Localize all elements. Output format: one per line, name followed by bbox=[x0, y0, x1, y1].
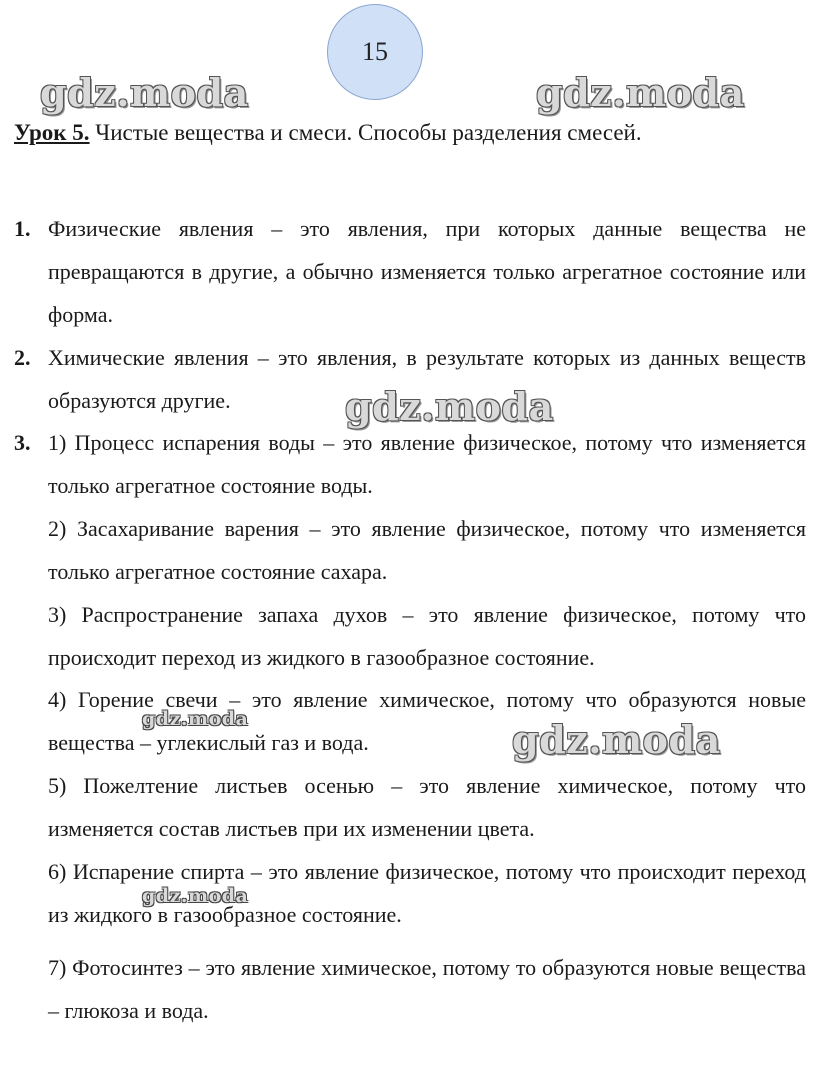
watermark: gdz.moda bbox=[536, 70, 745, 115]
sub-answer-4: 4) Горение свечи – это явление химическое, потому что образуются новые вещества – углекислый газ и вода. bbox=[48, 687, 806, 755]
sub-answer-1: 1) Процесс испарения воды – это явление физическое, потому что изменяется только агрегатное состояние воды. bbox=[48, 430, 806, 498]
item-text: Химические явления – это явления, в результате которых из данных веществ образуются другие. bbox=[48, 345, 806, 413]
page-number-badge bbox=[327, 4, 423, 100]
watermark: gdz.moda bbox=[142, 885, 249, 907]
item-text: Физические явления – это явления, при которых данные вещества не превращаются в другие, а обычно изменяется только агрегатное состояние или форма. bbox=[48, 216, 806, 327]
sub-answer-5: 5) Пожелтение листьев осенью – это явление химическое, потому что изменяется состав листьев при их изменении цвета. bbox=[48, 773, 806, 841]
watermark: gdz.moda bbox=[512, 717, 721, 762]
sub-answer-6: 6) Испарение спирта – это явление физическое, потому что происходит переход из жидкого в газообразное состояние. bbox=[48, 859, 806, 927]
answer-item-2 bbox=[14, 336, 806, 422]
lesson-heading bbox=[14, 120, 642, 146]
watermark: gdz.moda bbox=[142, 708, 249, 730]
watermark: gdz.moda bbox=[345, 384, 554, 429]
page-number: 15 bbox=[362, 37, 388, 66]
item-number: 2. bbox=[14, 345, 31, 370]
sub-answer-3: 3) Распространение запаха духов – это явление физическое, потому что происходит переход из жидкого в газообразное состояние. bbox=[48, 602, 806, 670]
item-number: 1. bbox=[14, 216, 31, 241]
answer-item-1 bbox=[14, 207, 806, 336]
sub-answer-7: 7) Фотосинтез – это явление химическое, потому то образуются новые вещества – глюкоза и вода. bbox=[48, 955, 806, 1023]
watermark: gdz.moda bbox=[40, 70, 249, 115]
item-number: 3. bbox=[14, 430, 31, 455]
sub-answer-2: 2) Засахаривание варения – это явление физическое, потому что изменяется только агрегатное состояние сахара. bbox=[48, 516, 806, 584]
lesson-title: Чистые вещества и смеси. Способы разделения смесей. bbox=[89, 120, 642, 145]
lesson-label: Урок 5. bbox=[14, 120, 90, 145]
